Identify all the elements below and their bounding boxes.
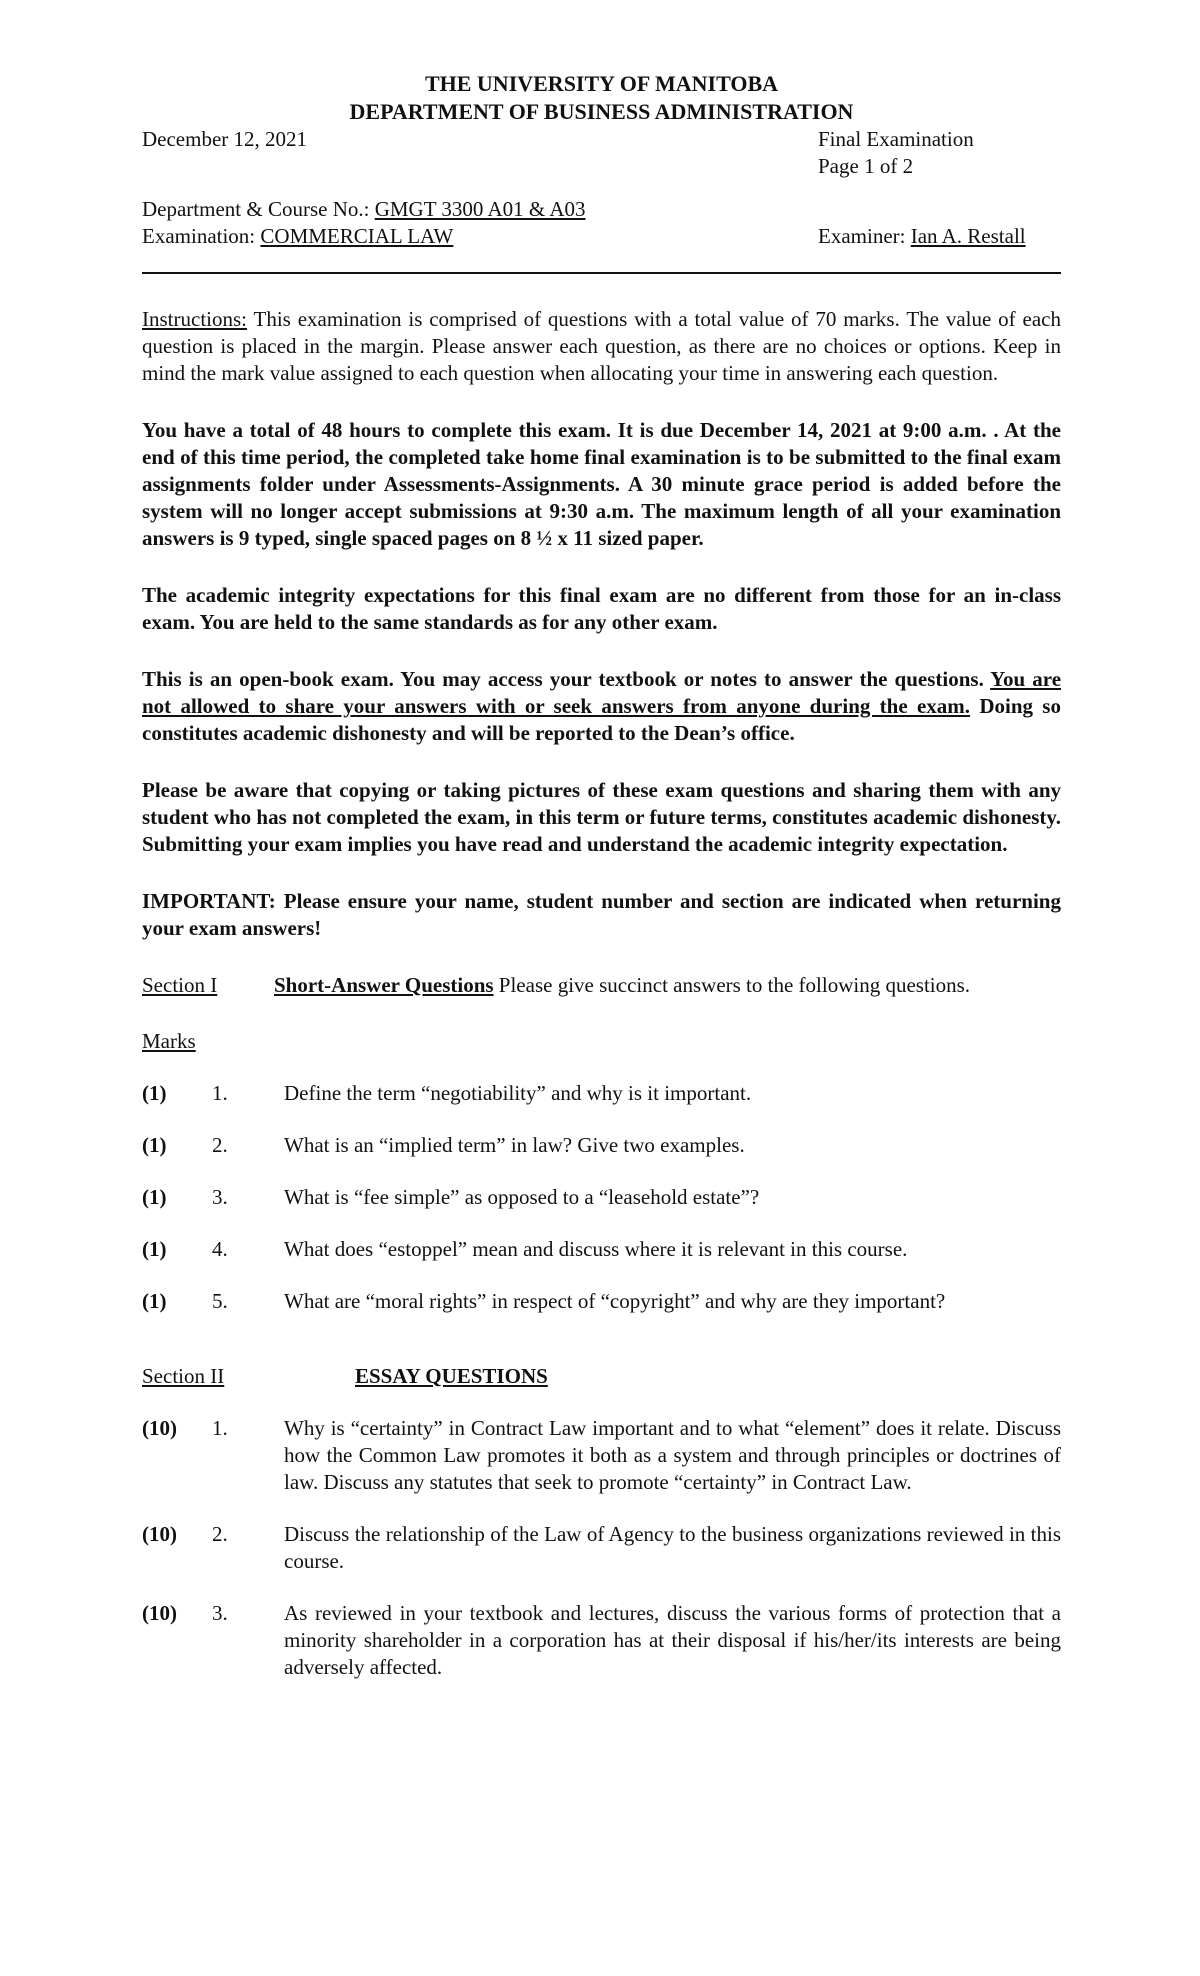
question-item <box>142 1184 1061 1211</box>
question-item <box>142 1521 1061 1575</box>
page-number: Page 1 of 2 <box>818 154 914 178</box>
university-name: THE UNIVERSITY OF MANITOBA <box>424 71 779 96</box>
paragraph-important: IMPORTANT: Please ensure your name, student number and section are indicated when returning your exam answers! <box>142 889 1061 940</box>
instructions <box>142 306 1061 387</box>
question-marks: (1) <box>142 1237 167 1261</box>
question-marks: (10) <box>142 1522 177 1546</box>
open-book-text: This is an open-book exam. You may access your textbook or notes to answer the questions. <box>142 667 991 691</box>
course-label: Department & Course No.: <box>142 197 370 221</box>
question-number: 3. <box>212 1185 228 1209</box>
question-item <box>142 1415 1061 1496</box>
section-2-title: ESSAY QUESTIONS <box>355 1364 548 1388</box>
course-row <box>142 196 1061 223</box>
section-1-desc: Please give succinct answers to the following questions. <box>493 973 971 997</box>
question-item <box>142 1600 1061 1681</box>
question-marks: (1) <box>142 1289 167 1313</box>
question-text: Why is “certainty” in Contract Law important and to what “element” does it relate. Discuss how the Common Law promotes it both as a system and through principles or doctrines of law. Discuss any statutes that seek to promote “certainty” in Contract Law. <box>284 1416 1061 1494</box>
section-2-header <box>142 1363 1061 1390</box>
question-text: What is an “implied term” in law? Give two examples. <box>284 1133 745 1157</box>
examination-value: COMMERCIAL LAW <box>260 224 454 248</box>
question-marks: (10) <box>142 1416 177 1440</box>
examination-row <box>142 223 1061 250</box>
question-number: 1. <box>212 1081 228 1105</box>
question-text: What are “moral rights” in respect of “copyright” and why are they important? <box>284 1289 946 1313</box>
section-1-title: Short-Answer Questions <box>274 973 494 997</box>
dishonesty-text: Doing so constitutes academic dishonesty and will be reported to the Dean’s office. <box>142 694 1061 745</box>
question-text: Discuss the relationship of the Law of Agency to the business organizations reviewed in this course. <box>284 1522 1061 1573</box>
section-2-questions <box>142 1415 1061 1681</box>
paragraph-copying: Please be aware that copying or taking pictures of these exam questions and sharing them with any student who has not completed the exam, in this term or future terms, constitutes academic dishonesty. Submitting your exam implies you have read and understand the academic integrity expectation. <box>142 778 1061 856</box>
paragraph-time: You have a total of 48 hours to complete this exam. It is due December 14, 2021 at 9:00 a.m. . At the end of this time period, the completed take home final examination is to be submitted to the final exam assignments folder under Assessments-Assignments. A 30 minute grace period is added before the system will no longer accept submissions at 9:30 a.m. The maximum length of all your examination answers is 9 typed, single spaced pages on 8 ½ x 11 sized paper. <box>142 418 1061 550</box>
section-2-label: Section II <box>142 1364 225 1388</box>
instructions-label: Instructions: <box>142 307 247 331</box>
marks-label: Marks <box>142 1029 196 1053</box>
date-row <box>142 126 1061 153</box>
question-marks: (1) <box>142 1133 167 1157</box>
question-marks: (10) <box>142 1601 177 1625</box>
section-1-label: Section I <box>142 973 218 997</box>
section-1-header <box>142 972 1061 999</box>
question-text: Define the term “negotiability” and why is it important. <box>284 1081 752 1105</box>
question-item <box>142 1080 1061 1107</box>
examiner-label: Examiner: <box>818 224 906 248</box>
paragraph-open-book <box>142 666 1061 747</box>
exam-date: December 12, 2021 <box>142 127 308 151</box>
question-item <box>142 1132 1061 1159</box>
question-marks: (1) <box>142 1081 167 1105</box>
question-marks: (1) <box>142 1185 167 1209</box>
paragraph-integrity: The academic integrity expectations for this final exam are no different from those for an in-class exam. You are held to the same standards as for any other exam. <box>142 583 1061 634</box>
question-item <box>142 1236 1061 1263</box>
section-1-questions <box>142 1080 1061 1315</box>
department-name: DEPARTMENT OF BUSINESS ADMINISTRATION <box>349 99 854 124</box>
question-number: 4. <box>212 1237 228 1261</box>
no-sharing-text: You are not allowed to share your answers with or seek answers from anyone during the exam. <box>142 667 1062 718</box>
page-row <box>142 153 1061 180</box>
exam-type: Final Examination <box>818 127 974 151</box>
question-number: 3. <box>212 1601 228 1625</box>
question-text: What is “fee simple” as opposed to a “leasehold estate”? <box>284 1185 760 1209</box>
instructions-text: This examination is comprised of questions with a total value of 70 marks. The value of each question is placed in the margin. Please answer each question, as there are no choices or options. Keep in mind the mark value assigned to each question when allocating your time in answering each question. <box>142 307 1062 385</box>
header-divider <box>142 272 1061 274</box>
examiner-value: Ian A. Restall <box>910 224 1026 248</box>
question-number: 1. <box>212 1416 228 1440</box>
question-number: 2. <box>212 1522 228 1546</box>
course-value: GMGT 3300 A01 & A03 <box>374 197 586 221</box>
question-number: 5. <box>212 1289 228 1313</box>
question-number: 2. <box>212 1133 228 1157</box>
question-text: As reviewed in your textbook and lectures, discuss the various forms of protection that a minority shareholder in a corporation has at their disposal if his/her/its interests are being adversely affected. <box>284 1601 1061 1679</box>
examination-label: Examination: <box>142 224 256 248</box>
question-item <box>142 1288 1061 1315</box>
question-text: What does “estoppel” mean and discuss where it is relevant in this course. <box>284 1237 908 1261</box>
